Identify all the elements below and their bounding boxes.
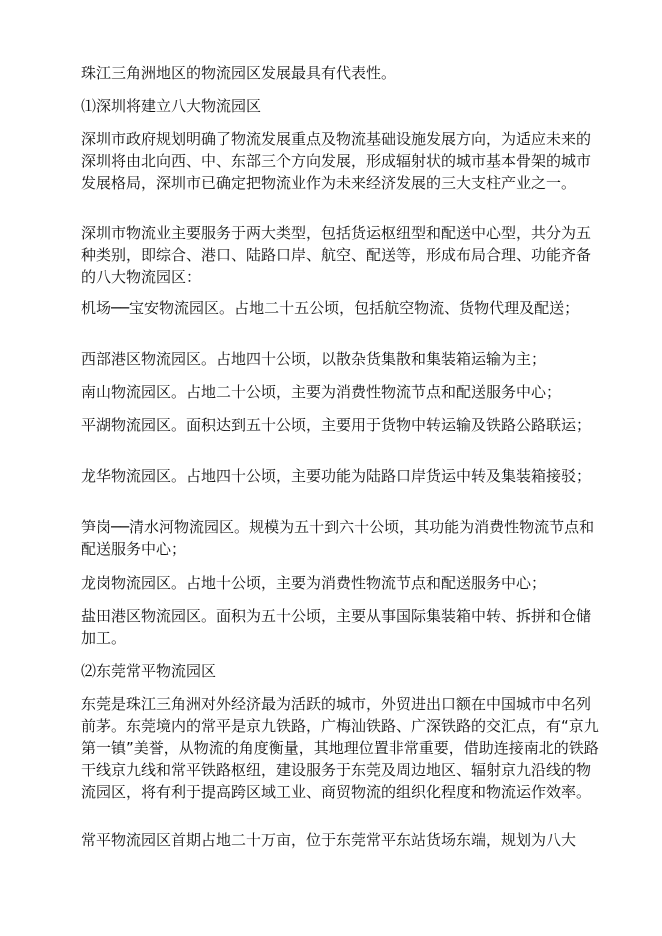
list-item-western-port: 西部港区物流园区。占地四十公顷，以散杂货集散和集装箱运输为主； — [81, 350, 547, 368]
list-item-longhua: 龙华物流园区。占地四十公顷，主要功能为陆路口岸货运中转及集装箱接驳； — [81, 467, 592, 485]
list-item-nanshan: 南山物流园区。占地二十公顷，主要为消费性物流节点和配送服务中心； — [81, 383, 562, 401]
paragraph-shenzhen-logistics: 深圳市物流业主要服务于两大类型，包括货运枢纽型和配送中心型，共分为五种类别，即综合、港口、陆路口岸、航空、配送等，形成布局合理、功能齐备的八大物流园区： — [81, 224, 592, 286]
list-item-sungang: 笋岗──清水河物流园区。规模为五十到六十公顷，其功能为消费性物流节点和配送服务中心； — [81, 518, 595, 558]
paragraph-shenzhen-planning: 深圳市政府规划明确了物流发展重点及物流基础设施发展方向，为适应未来的深圳将由北向西、中、东部三个方向发展，形成辐射状的城市基本骨架的城市发展格局，深圳市已确定把物流业作为未来经济发展的三大支柱产业之一。 — [81, 130, 592, 192]
list-item-airport-baoan: 机场──宝安物流园区。占地二十五公顷，包括航空物流、货物代理及配送； — [81, 299, 580, 317]
paragraph-dongguan: 东莞是珠江三角洲对外经济最为活跃的城市，外贸进出口额在中国城市中名列前茅。东莞境内的常平是京九铁路，广梅汕铁路、广深铁路的交汇点，有“京九第一镇”美誉，从物流的角度衡量，其地理位置非常重要，借助连接南北的铁路干线京九线和常平铁路枢纽，建设服务于东莞及周边地区、辐射京九沿线的物流园区，将有利于提高跨区域工业、商贸物流的组织化程度和物流运作效率。 — [81, 695, 599, 801]
intro-paragraph: 珠江三角洲地区的物流园区发展最具有代表性。 — [81, 64, 397, 82]
list-item-longgang: 龙岗物流园区。占地十公顷，主要为消费性物流节点和配送服务中心； — [81, 574, 547, 592]
list-item-pinghu: 平湖物流园区。面积达到五十公顷，主要用于货物中转运输及铁路公路联运； — [81, 416, 592, 434]
section-heading-dongguan: ⑵东莞常平物流园区 — [81, 662, 217, 680]
paragraph-changping: 常平物流园区首期占地二十万亩，位于东莞常平东站货场东端，规划为八大 — [81, 831, 577, 849]
list-item-yantian: 盐田港区物流园区。面积为五十公顷，主要从事国际集装箱中转、拆拼和仓储加工。 — [81, 607, 592, 647]
section-heading-shenzhen: ⑴深圳将建立八大物流园区 — [81, 97, 262, 115]
